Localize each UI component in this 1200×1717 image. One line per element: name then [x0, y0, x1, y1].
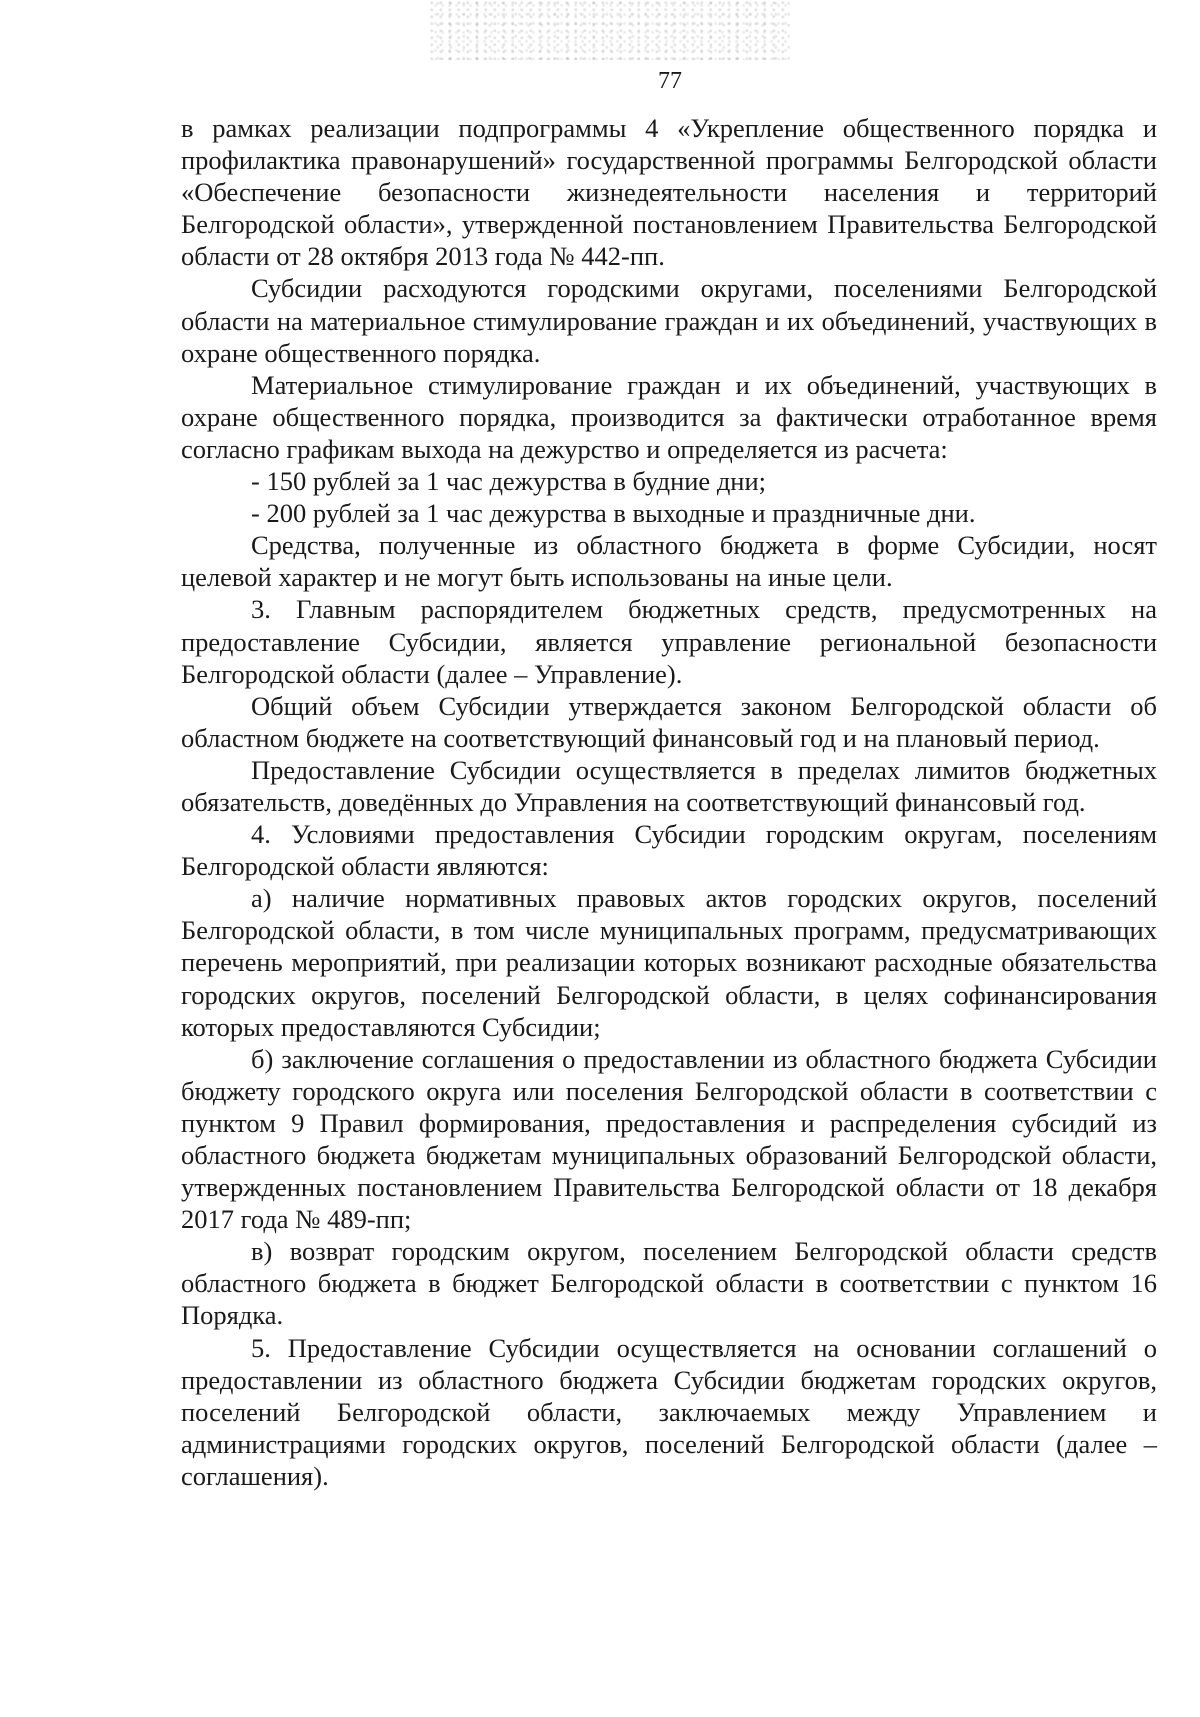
- list-item-a: а) наличие нормативных правовых актов городских округов, поселений Белгородской области, в том числе муниципальных программ, предусматривающих перечень мероприятий, при реализации которых возникают расходные обязательства городских округов, поселений Белгородской области, в целях софинансирования которых предоставляются Субсидии;: [181, 883, 1157, 1042]
- paragraph-section-3: 3. Главным распорядителем бюджетных средств, предусмотренных на предоставление Субсидии, является управление региональной безопасности Белгородской области (далее – Управление).: [181, 594, 1157, 689]
- paragraph-3: Материальное стимулирование граждан и их объединений, участвующих в охране общественного порядка, производится за фактически отработанное время согласно графикам выхода на дежурство и определяется из расчета:: [181, 369, 1157, 464]
- list-item-v: в) возврат городским округом, поселением Белгородской области средств областного бюджета в бюджет Белгородской области в соответствии с пунктом 16 Порядка.: [181, 1236, 1157, 1331]
- paragraph-section-5: 5. Предоставление Субсидии осуществляется на основании соглашений о предоставлении из областного бюджета Субсидии бюджетам городских округов, поселений Белгородской области, заключаемых между Управлением и администрациями городских округов, поселений Белгородской области (далее – соглашения).: [181, 1332, 1157, 1491]
- page-number: 77: [658, 68, 682, 94]
- paragraph-1: в рамках реализации подпрограммы 4 «Укрепление общественного порядка и профилактика правонарушений» государственной программы Белгородской области «Обеспечение безопасности жизнедеятельности населения и территорий Белгородской области», утвержденной постановлением Правительства Белгородской области от 28 октября 2013 года № 442-пп.: [181, 113, 1157, 272]
- scan-artifact: [430, 0, 790, 60]
- paragraph-section-4: 4. Условиями предоставления Субсидии городским округам, поселениям Белгородской области являются:: [181, 819, 1157, 882]
- paragraph-8: Общий объем Субсидии утверждается законом Белгородской области об областном бюджете на соответствующий финансовый год и на плановый период.: [181, 690, 1157, 753]
- paragraph-6: Средства, полученные из областного бюджета в форме Субсидии, носят целевой характер и не могут быть использованы на иные цели.: [181, 530, 1157, 593]
- document-body: [181, 112, 1157, 1492]
- paragraph-9: Предоставление Субсидии осуществляется в пределах лимитов бюджетных обязательств, доведённых до Управления на соответствующий финансовый год.: [181, 754, 1157, 817]
- list-item-rate-weekday: - 150 рублей за 1 час дежурства в будние дни;: [251, 466, 767, 497]
- list-item-b: б) заключение соглашения о предоставлении из областного бюджета Субсидии бюджету городского округа или поселения Белгородской области в соответствии с пунктом 9 Правил формирования, предоставления и распределения субсидий из областного бюджета бюджетам муниципальных образований Белгородской области, утвержденных постановлением Правительства Белгородской области от 18 декабря 2017 года № 489-пп;: [181, 1043, 1157, 1235]
- list-item-rate-weekend: - 200 рублей за 1 час дежурства в выходные и праздничные дни.: [251, 498, 976, 529]
- paragraph-2: Субсидии расходуются городскими округами, поселениями Белгородской области на материальное стимулирование граждан и их объединений, участвующих в охране общественного порядка.: [181, 273, 1157, 368]
